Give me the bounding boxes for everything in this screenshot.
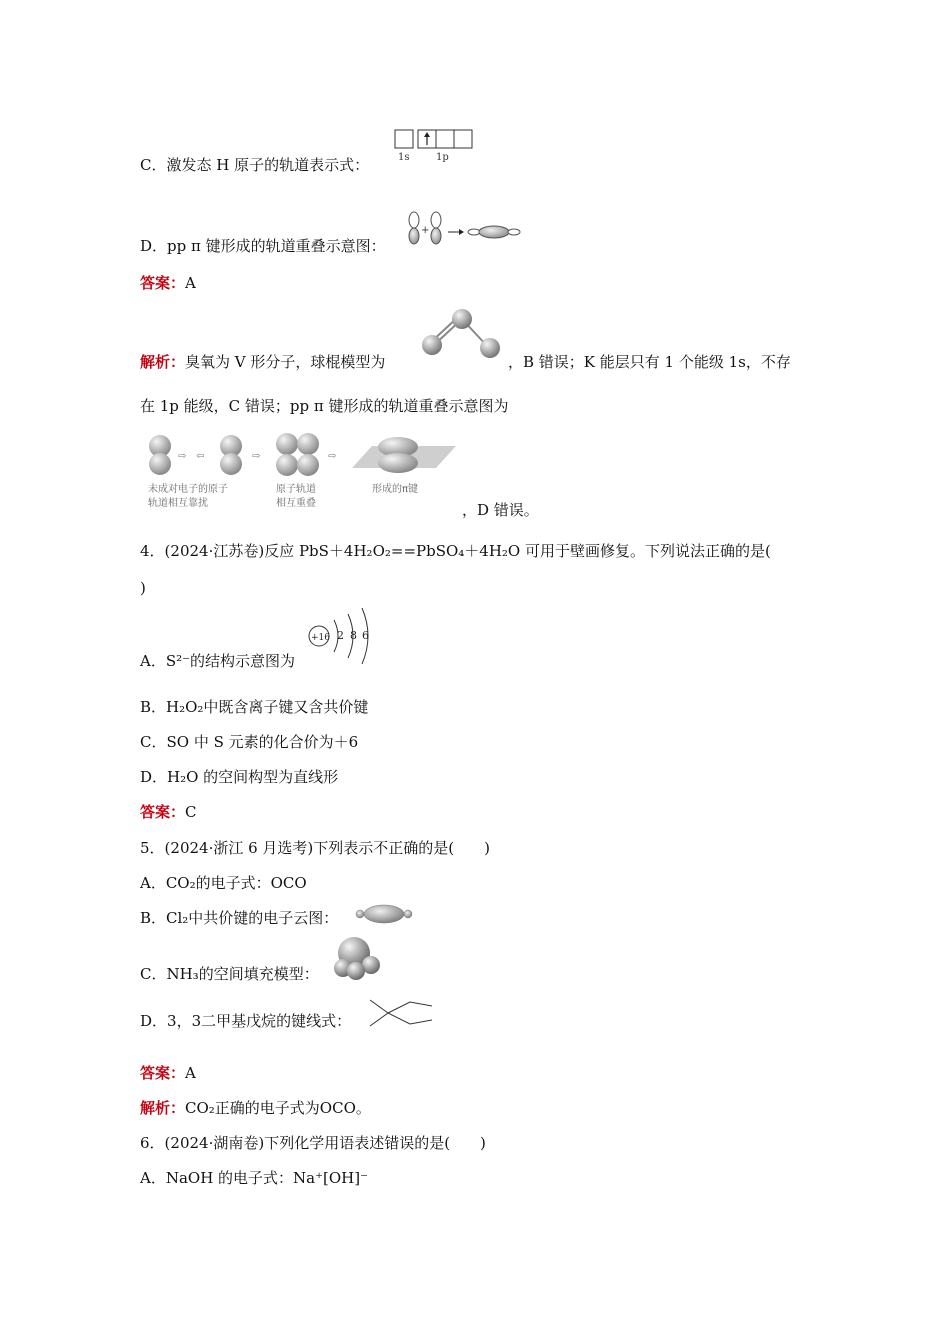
fig-caption-2: 原子轨道 相互重叠 — [276, 484, 316, 509]
nucleus-charge: +16 — [311, 633, 330, 643]
svg-text:⇨: ⇨ — [252, 451, 261, 462]
shell-1-count: 2 — [337, 629, 344, 642]
svg-text:⇦: ⇦ — [196, 451, 205, 462]
q4-option-a: A．S²⁻的结构示意图为 — [140, 652, 296, 670]
q3-analysis-tail: ，D 错误。 — [462, 501, 539, 519]
q3-option-c: C．激发态 H 原子的轨道表示式： — [140, 156, 370, 174]
q5-option-d: D．3，3二甲基戊烷的键线式： — [140, 1012, 352, 1030]
q4-answer: 答案：C — [140, 803, 197, 821]
q4-stem: 4．(2024·江苏卷)反应 PbS＋4H₂O₂==PbSO₄＋4H₂O 可用于壁画修复。下列说法正确的是( — [140, 542, 771, 560]
q4-option-b: B．H₂O₂中既含离子键又含共价键 — [140, 698, 369, 716]
fig-caption-3: 形成的π键 — [372, 484, 419, 495]
q4-option-d: D．H₂O 的空间构型为直线形 — [140, 768, 339, 786]
q3-analysis-line1: 解析：臭氧为 V 形分子，球棍模型为 — [140, 353, 386, 371]
skeletal-formula-figure — [366, 996, 436, 1030]
fig-caption-1: 未成对电子的原子 轨道相互靠扰 — [148, 484, 228, 509]
q3-option-d: D．pp π 键形成的轨道重叠示意图： — [140, 237, 386, 255]
nh3-space-filling-model — [330, 935, 384, 981]
cl2-electron-cloud-figure — [354, 902, 414, 926]
q5-analysis: 解析：CO₂正确的电子式为OCO。 — [140, 1099, 371, 1117]
pi-bond-formation-figure — [140, 430, 460, 485]
q4-stem-close: ) — [140, 579, 146, 597]
svg-text:⇨: ⇨ — [178, 451, 187, 462]
q6-stem: 6．(2024·湖南卷)下列化学用语表述错误的是( ) — [140, 1134, 486, 1152]
q5-option-c: C．NH₃的空间填充模型： — [140, 965, 319, 983]
orbital-diagram — [392, 128, 474, 166]
q6-option-a: A．NaOH 的电子式：Na⁺[OH]⁻ — [140, 1169, 369, 1187]
q5-stem: 5．(2024·浙江 6 月选考)下列表示不正确的是( ) — [140, 839, 490, 857]
p-orbital-overlap-figure — [404, 210, 522, 248]
q3-analysis-line2: 在 1p 能级，C 错误；pp π 键形成的轨道重叠示意图为 — [140, 397, 509, 415]
q5-option-b: B．Cl₂中共价键的电子云图： — [140, 909, 339, 927]
q5-answer: 答案：A — [140, 1064, 196, 1082]
q3-answer: 答案：A — [140, 274, 196, 292]
svg-text:+: + — [421, 225, 430, 236]
q3-analysis-line1-tail: ，B 错误；K 能层只有 1 个能级 1s，不存 — [508, 353, 791, 371]
q4-option-c: C．SO 中 S 元素的化合价为＋6 — [140, 733, 359, 751]
orbital-label-1p: 1p — [436, 152, 449, 163]
orbital-label-1s: 1s — [398, 152, 410, 163]
q5-option-a: A．CO₂的电子式：OCO — [140, 874, 307, 892]
sulfide-ion-structure-diagram — [306, 606, 376, 668]
ozone-ball-stick-model — [418, 305, 504, 363]
shell-3-count: 6 — [362, 629, 369, 642]
shell-2-count: 8 — [350, 629, 357, 642]
svg-text:⇨: ⇨ — [328, 451, 337, 462]
